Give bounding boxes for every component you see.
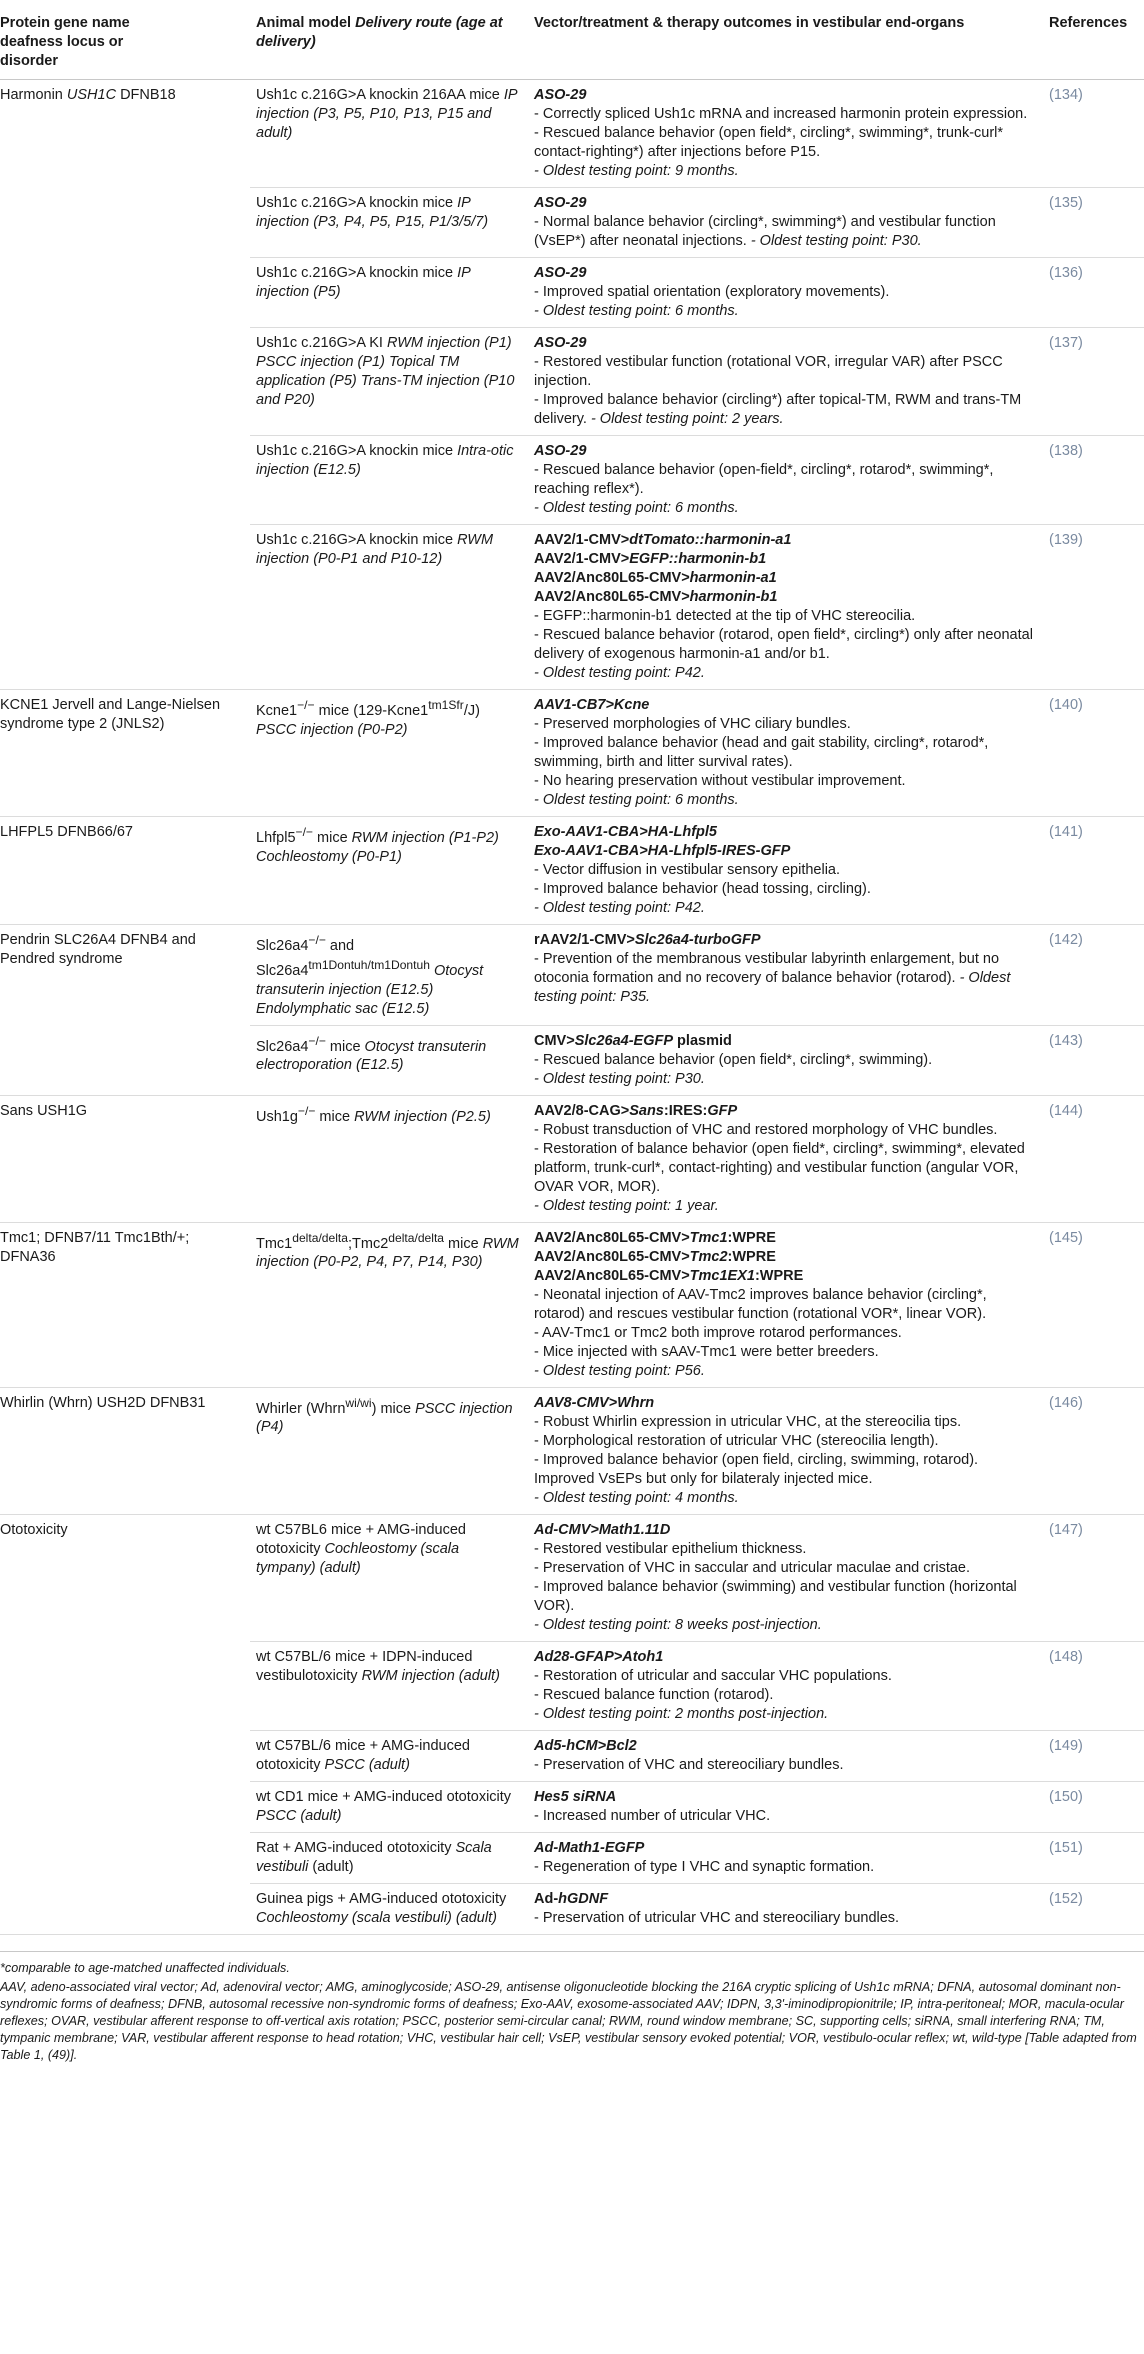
animal-model-cell: $Tmc1^{delta/delta};Tmc2^{delta/delta}$ mice RWM injection (P0-P2, P4, P7, P14, P30) [250,1222,528,1387]
treatment-outcome-cell: rAAV2/1-CMV>Slc26a4-turboGFP - Prevention of the membranous vestibular labyrinth enlargement, but no otoconia formation and no recovery of balance behavior (rotarod). - Oldest testing point: P35. [528,925,1043,1026]
treatment-outcome-cell: CMV>Slc26a4-EGFP plasmid - Rescued balance behavior (open field*, circling*, swimming). - Oldest testing point: P30. [528,1025,1043,1095]
treatment-outcome-cell: AAV8-CMV>Whrn - Robust Whirlin expression in utricular VHC, at the stereocilia tips. - Morphological restoration of utricular VHC (stereocilia length). - Improved balance behavior (open field, circling, swimming, rotarod). Improved VsEPs but only for bilateraly injected mice. - Oldest testing point: 4 months. [528,1387,1043,1514]
disease-cell: Harmonin USH1C DFNB18 [0,87,176,103]
table-row [0,525,1144,690]
header-model [250,10,528,80]
reference-link[interactable]: (143) [1049,1032,1083,1049]
disease-cell: Ototoxicity [0,1521,68,1538]
table-body [0,80,1144,1935]
reference-link[interactable]: (150) [1049,1788,1083,1805]
table-row [0,1641,1144,1730]
reference-link[interactable]: (144) [1049,1102,1083,1119]
animal-model-cell: Whirler (Whrn$^{wi/wi}$) mice PSCC injection (P4) [250,1387,528,1514]
table-row [0,817,1144,925]
reference-cell[interactable] [1043,1095,1144,1222]
disease-cell: Pendrin SLC26A4 DFNB4 and Pendred syndrome [0,932,196,967]
animal-model-cell: Kcne1−/− mice $(129-Kcne1^{tm1Sfr}/J)$ PSCC injection (P0-P2) [250,690,528,817]
treatment-outcome-cell: AAV2/Anc80L65-CMV>Tmc1:WPRE AAV2/Anc80L65-CMV>Tmc2:WPRE AAV2/Anc80L65-CMV>Tmc1EX1:WPRE - Neonatal injection of AAV-Tmc2 improves balance behavior (circling*, rotarod) and rescues vestibular function (rotational VOR*, linear VOR). - AAV-Tmc1 or Tmc2 both improve rotarod performances. - Mice injected with sAAV-Tmc1 were better breeders. - Oldest testing point: P56. [528,1222,1043,1387]
reference-cell[interactable] [1043,925,1144,1026]
table-footnotes [0,1951,1144,2064]
reference-cell[interactable] [1043,1781,1144,1832]
treatment-outcome-cell: AAV2/8-CAG>Sans:IRES:GFP - Robust transduction of VHC and restored morphology of VHC bundles. - Restoration of balance behavior (open field*, circling*, swimming*, elevated platform, trunk-curl*, contact-righting) and vestibular function (angular VOR, OVAR VOR, MOR). - Oldest testing point: 1 year. [528,1095,1043,1222]
reference-cell[interactable] [1043,1025,1144,1095]
animal-model-cell: wt CD1 mice + AMG-induced ototoxicity PSCC (adult) [250,1781,528,1832]
footnote-star: *comparable to age-matched unaffected individuals. [0,1960,290,1975]
treatment-outcome-cell: ASO-29 - Improved spatial orientation (exploratory movements). - Oldest testing point: 6 months. [528,258,1043,328]
reference-cell[interactable] [1043,328,1144,436]
animal-model-cell: Lhfpl5−/− mice RWM injection (P1-P2) Cochleostomy (P0-P1) [250,817,528,925]
disease-cell: Sans USH1G [0,1095,250,1222]
reference-link[interactable]: (137) [1049,335,1083,351]
animal-model-cell: wt C57BL/6 mice + IDPN-induced vestibulotoxicity RWM injection (adult) [250,1641,528,1730]
animal-model-cell: wt C57BL6 mice + AMG-induced ototoxicity Cochleostomy (scala tympany) (adult) [250,1514,528,1641]
disease-cell [0,258,250,328]
reference-cell[interactable] [1043,258,1144,328]
treatment-outcome-cell: ASO-29 - Restored vestibular function (rotational VOR, irregular VAR) after PSCC injection. - Improved balance behavior (circling*) after topical-TM, RWM and trans-TM delivery. - Oldest testing point: 2 years. [528,328,1043,436]
table-row [0,690,1144,817]
animal-model-cell: Guinea pigs + AMG-induced ototoxicity Cochleostomy (scala vestibuli) (adult) [250,1883,528,1934]
disease-cell [0,1832,250,1883]
table-row [0,1222,1144,1387]
disease-cell [0,525,250,690]
treatment-outcome-cell: Hes5 siRNA - Increased number of utricular VHC. [528,1781,1043,1832]
animal-model-cell: Ush1c c.216G>A knockin mice RWM injection (P0-P1 and P10-12) [250,525,528,690]
reference-cell[interactable] [1043,436,1144,525]
treatment-outcome-cell: Ad5-hCM>Bcl2 - Preservation of VHC and stereociliary bundles. [528,1730,1043,1781]
treatment-outcome-cell: Ad-CMV>Math1.11D - Restored vestibular epithelium thickness. - Preservation of VHC in saccular and utricular maculae and cristae. - Improved balance behavior (swimming) and vestibular function (horizontal VOR). - Oldest testing point: 8 weeks post-injection. [528,1514,1043,1641]
animal-model-cell: Slc26a4−/− and $Slc26a4^{tm1Dontuh/tm1Dontuh}$ Otocyst transuterin injection (E12.5) Endolymphatic sac (E12.5) [250,925,528,1026]
table-row [0,436,1144,525]
disease-cell [0,328,250,436]
table-row [0,1025,1144,1095]
table-row [0,1730,1144,1781]
reference-link[interactable]: (151) [1049,1839,1083,1856]
animal-model-cell: Ush1c c.216G>A KI RWM injection (P1) PSCC injection (P1) Topical TM application (P5) Trans-TM injection (P10 and P20) [250,328,528,436]
table-row [0,1883,1144,1934]
reference-cell[interactable] [1043,1387,1144,1514]
table-row [0,80,1144,188]
reference-link[interactable]: (145) [1049,1229,1083,1246]
reference-cell[interactable] [1043,1514,1144,1641]
reference-cell[interactable] [1043,817,1144,925]
animal-model-cell: Rat + AMG-induced ototoxicity Scala vestibuli (adult) [250,1832,528,1883]
reference-link[interactable]: (142) [1049,932,1083,948]
table-row [0,1514,1144,1641]
disease-cell [0,1883,250,1934]
header-model-label: Animal model [256,15,356,31]
disease-cell: Whirlin (Whrn) USH2D DFNB31 [0,1387,250,1514]
reference-link[interactable]: (136) [1049,265,1083,281]
disease-cell [0,436,250,525]
reference-link[interactable]: (139) [1049,532,1083,548]
reference-link[interactable]: (148) [1049,1648,1083,1665]
reference-cell[interactable] [1043,1222,1144,1387]
table-header [0,10,1144,80]
disease-cell [0,1025,250,1095]
disease-cell: Tmc1; DFNB7/11 Tmc1Bth/+; DFNA36 [0,1222,250,1387]
table-row [0,328,1144,436]
reference-link[interactable]: (146) [1049,1394,1083,1411]
treatment-outcome-cell: Ad-Math1-EGFP - Regeneration of type I VHC and synaptic formation. [528,1832,1043,1883]
reference-link[interactable]: (140) [1049,697,1083,713]
reference-link[interactable]: (138) [1049,443,1083,459]
animal-model-cell: Ush1g−/− mice RWM injection (P2.5) [250,1095,528,1222]
animal-model-cell: Ush1c c.216G>A knockin mice IP injection (P5) [250,258,528,328]
treatment-outcome-cell: ASO-29 - Rescued balance behavior (open-field*, circling*, rotarod*, swimming*, reaching reflex*). - Oldest testing point: 6 months. [528,436,1043,525]
treatment-outcome-cell: AAV2/1-CMV>dtTomato::harmonin-a1 AAV2/1-CMV>EGFP::harmonin-b1 AAV2/Anc80L65-CMV>harmonin-a1 AAV2/Anc80L65-CMV>harmonin-b1 - EGFP::harmonin-b1 detected at the tip of VHC stereocilia. - Rescued balance behavior (rotarod, open field*, circling*) only after neonatal delivery of exogenous harmonin-a1 and/or b1. - Oldest testing point: P42. [528,525,1043,690]
gene-therapy-table [0,10,1144,1935]
header-disease-line-2: deafness locus or [0,34,124,50]
reference-cell[interactable] [1043,1883,1144,1934]
reference-link[interactable]: (147) [1049,1521,1083,1538]
reference-cell[interactable] [1043,1641,1144,1730]
animal-model-cell: Slc26a4−/− mice Otocyst transuterin electroporation (E12.5) [250,1025,528,1095]
animal-model-cell: Ush1c c.216G>A knockin mice Intra-otic injection (E12.5) [250,436,528,525]
header-disease-line-1: Protein gene name [0,15,130,31]
disease-cell: KCNE1 Jervell and Lange-Nielsen syndrome type 2 (JNLS2) [0,690,250,817]
table-row [0,1387,1144,1514]
treatment-outcome-cell: Exo-AAV1-CBA>HA-Lhfpl5 Exo-AAV1-CBA>HA-Lhfpl5-IRES-GFP - Vector diffusion in vestibular sensory epithelia. - Improved balance behavior (head tossing, circling). - Oldest testing point: P42. [528,817,1043,925]
disease-cell [0,1781,250,1832]
treatment-outcome-cell: ASO-29 - Normal balance behavior (circling*, swimming*) and vestibular function (VsEP*) after neonatal injections. - Oldest testing point: P30. [528,188,1043,258]
animal-model-cell: Ush1c c.216G>A knockin mice IP injection (P3, P4, P5, P15, P1/3/5/7) [250,188,528,258]
reference-link[interactable]: (134) [1049,87,1083,103]
disease-cell [0,1730,250,1781]
treatment-outcome-cell: Ad28-GFAP>Atoh1 - Restoration of utricular and saccular VHC populations. - Rescued balance function (rotarod). - Oldest testing point: 2 months post-injection. [528,1641,1043,1730]
header-disease-line-3: disorder [0,53,59,69]
reference-link[interactable]: (135) [1049,195,1083,211]
header-references: References [1043,10,1144,80]
reference-cell[interactable] [1043,690,1144,817]
animal-model-cell: Ush1c c.216G>A knockin 216AA mice IP injection (P3, P5, P10, P13, P15 and adult) [250,80,528,188]
treatment-outcome-cell: ASO-29 - Correctly spliced Ush1c mRNA and increased harmonin protein expression. - Rescued balance behavior (open field*, circling*, swimming*, trunk-curl* contact-righting*) after injections before P15. - Oldest testing point: 9 months. [528,80,1043,188]
reference-link[interactable]: (141) [1049,824,1083,840]
treatment-outcome-cell: Ad-hGDNF - Preservation of utricular VHC and stereociliary bundles. [528,1883,1043,1934]
table-row [0,258,1144,328]
table-row [0,1832,1144,1883]
disease-cell [0,1641,250,1730]
reference-cell[interactable] [1043,1730,1144,1781]
reference-link[interactable]: (149) [1049,1737,1083,1754]
table-row [0,1095,1144,1222]
reference-cell[interactable] [1043,525,1144,690]
animal-model-cell: wt C57BL/6 mice + AMG-induced ototoxicity PSCC (adult) [250,1730,528,1781]
disease-cell [0,188,250,258]
header-disease [0,10,250,80]
reference-cell[interactable] [1043,80,1144,188]
table-row [0,925,1144,1026]
header-treatment: Vector/treatment & therapy outcomes in vestibular end-organs [528,10,1043,80]
table-row [0,188,1144,258]
disease-cell: LHFPL5 DFNB66/67 [0,817,250,925]
header-delivery-label: Delivery route (age at delivery) [256,15,503,50]
reference-link[interactable]: (152) [1049,1890,1083,1907]
treatment-outcome-cell: AAV1-CB7>Kcne - Preserved morphologies of VHC ciliary bundles. - Improved balance behavior (head and gait stability, circling*, rotarod*, swimming, birth and litter survival rates). - No hearing preservation without vestibular improvement. - Oldest testing point: 6 months. [528,690,1043,817]
reference-cell[interactable] [1043,188,1144,258]
table-row [0,1781,1144,1832]
reference-cell[interactable] [1043,1832,1144,1883]
footnote-abbreviations: AAV, adeno-associated viral vector; Ad, adenoviral vector; AMG, aminoglycoside; ASO-29, antisense oligonucleotide blocking the 216A cryptic splicing of Ush1c mRNA; DFNA, autosomal dominant non-syndromic forms of deafness; DFNB, autosomal recessive non-syndromic forms of deafness; Exo-AAV, exosome-associated AAV; IDPN, 3,3'-iminodipropionitrile; IP, intra-peritoneal; MOR, macula-ocular reflexes; OVAR, vestibular afferent response to off-vertical axis rotation; PSCC, posterior semi-circular canal; RWM, round window membrane; SC, supporting cells; siRNA, small interfering RNA; TM, tympanic membrane; VAR, vestibular afferent response to head rotation; VHC, vestibular hair cell; VsEP, vestibular sensory evoked potential; VOR, vestibulo-ocular reflex; wt, wild-type [Table adapted from Table 1, (49)]. [0,1979,1137,2062]
